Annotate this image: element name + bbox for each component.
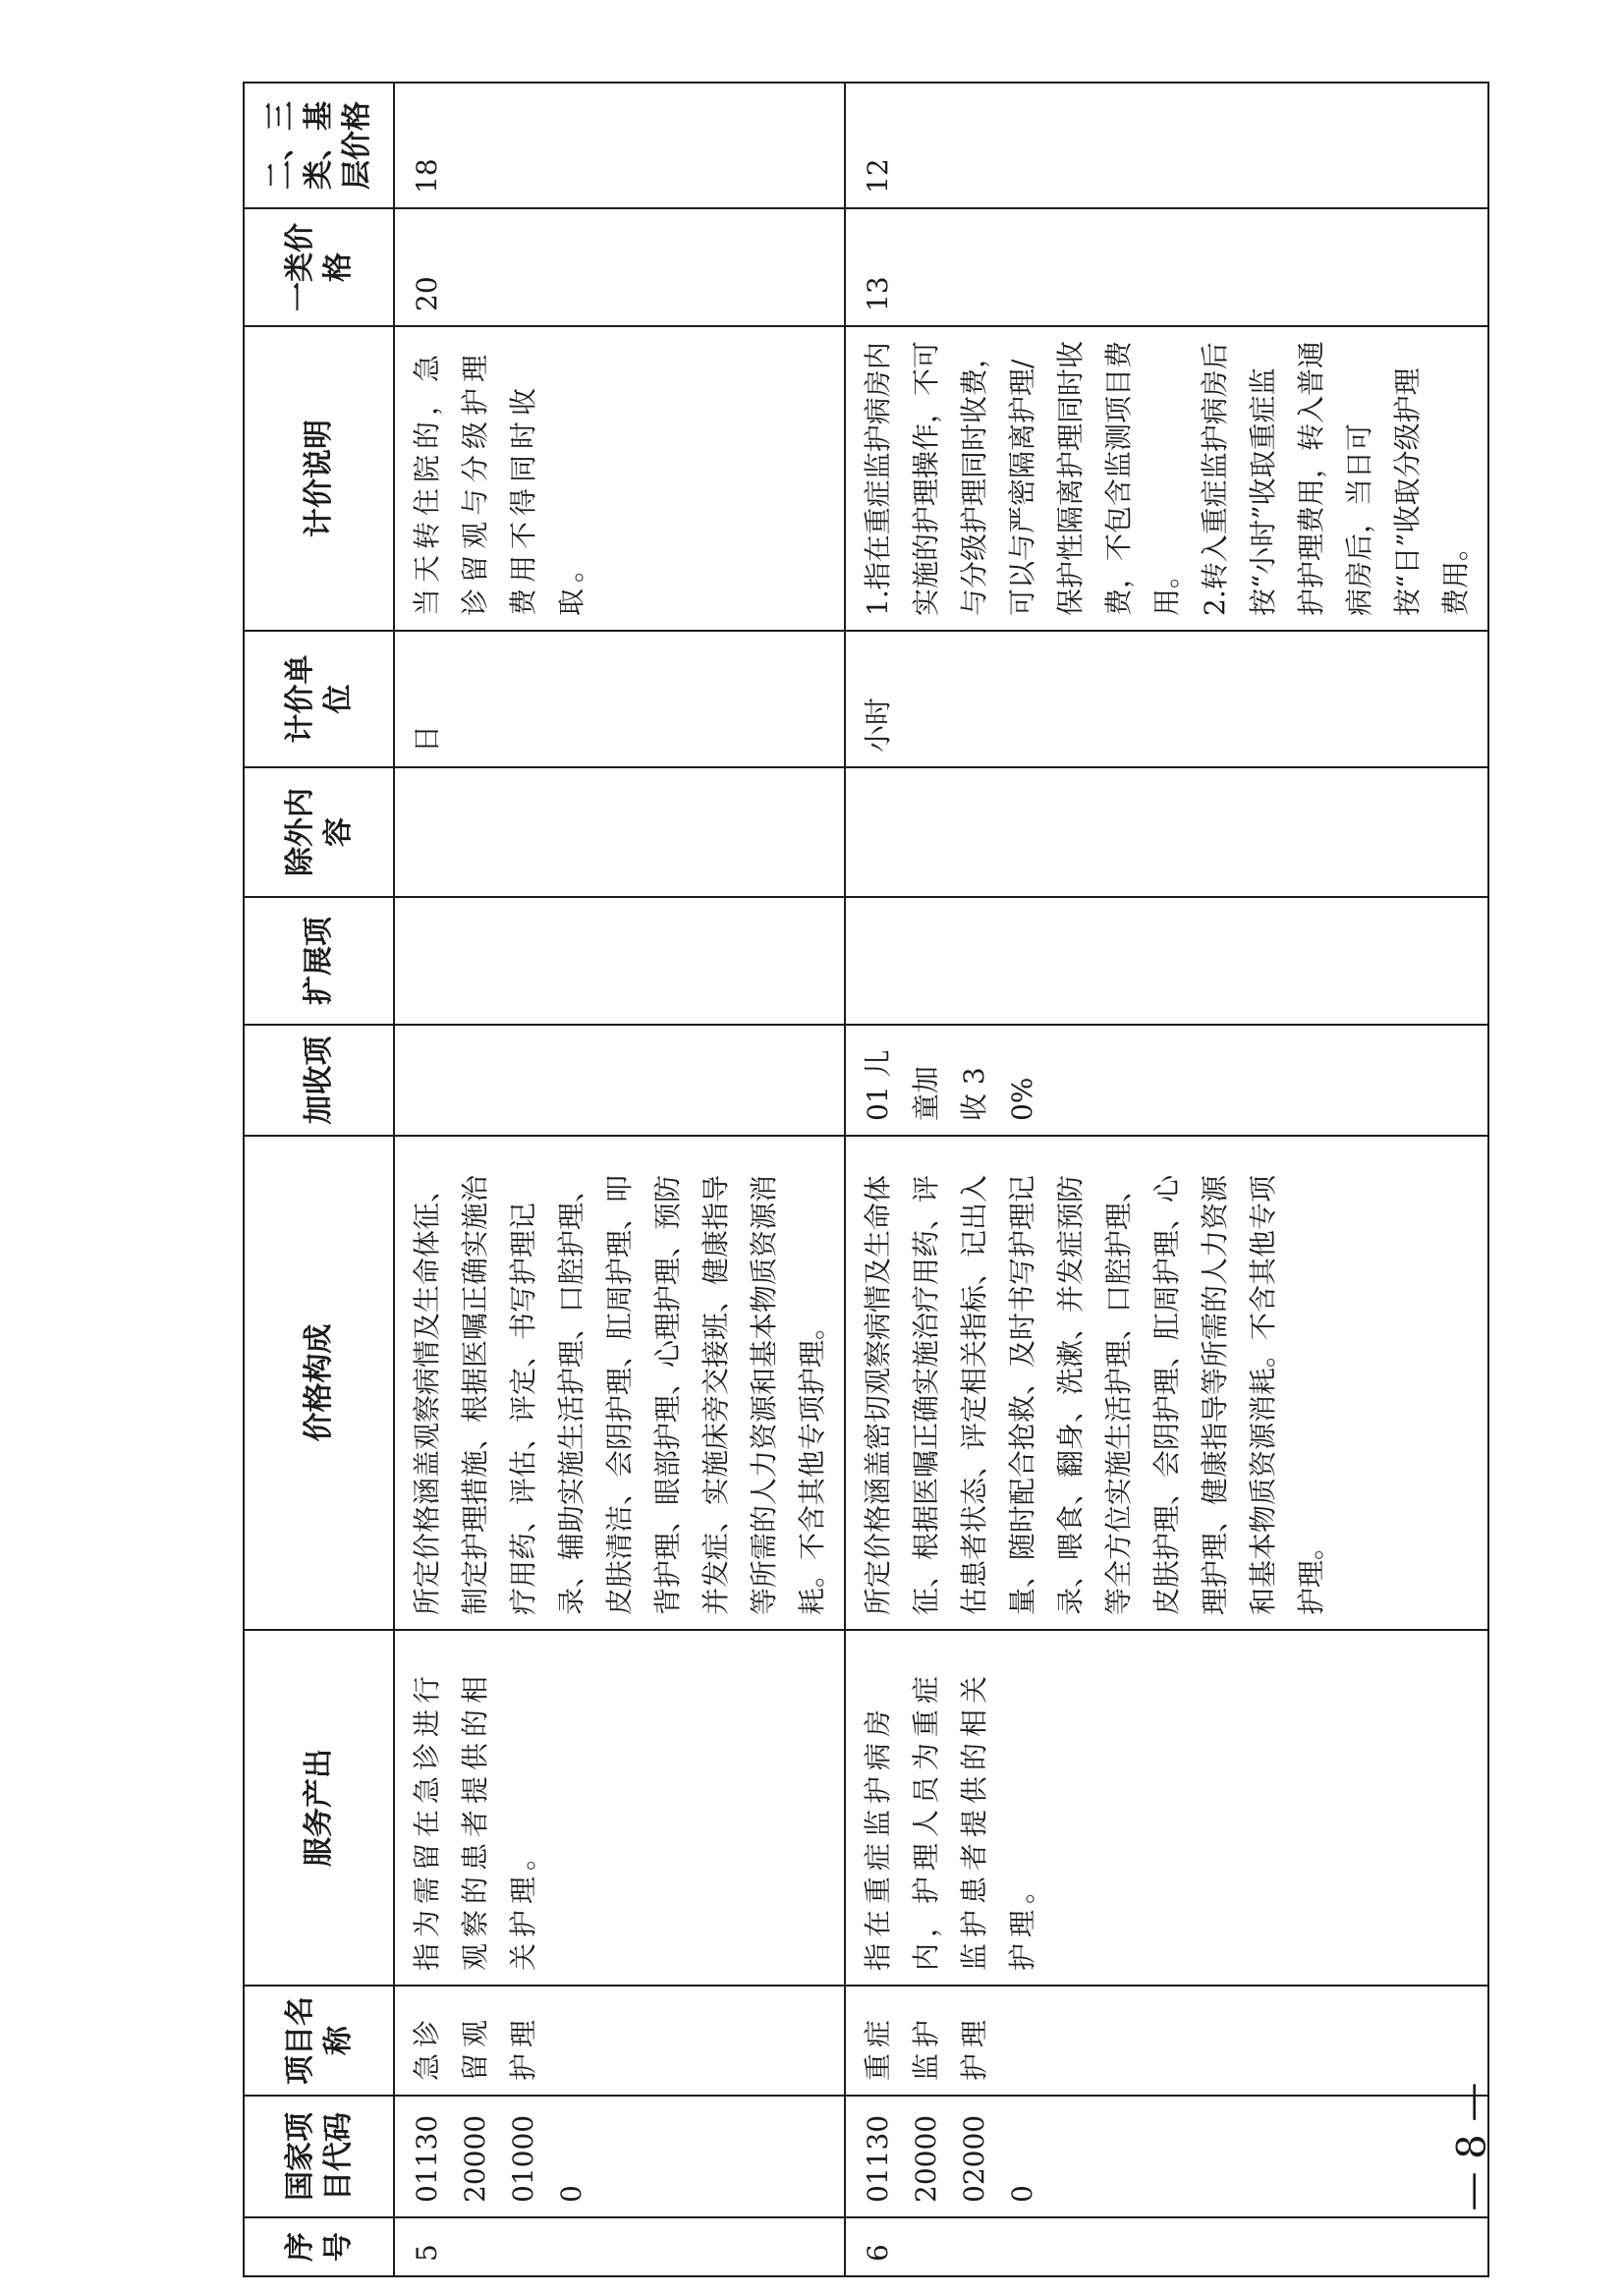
row-price-class23: 12 <box>845 83 1488 208</box>
fee-table-rotated <box>243 84 1472 2277</box>
header-surcharge: 加收项 <box>244 1025 394 1136</box>
header-code: 国家项目代码 <box>244 2096 394 2217</box>
row-name: 急诊留观护理 <box>394 1986 845 2096</box>
header-name: 项目名称 <box>244 1986 394 2096</box>
row-surcharge: 01 儿童加收 30% <box>845 1025 1488 1136</box>
row-code: 011302000001000 0 <box>394 2096 845 2217</box>
row-unit: 日 <box>394 631 845 767</box>
header-seq: 序号 <box>244 2217 394 2276</box>
explanation-line-2: 2.转入重症监护病房后按“小时”收取重症监护护理费用，转入普通病房后，当日可按“日”收取分级护理费用。 <box>1199 340 1472 616</box>
header-excluded: 除外内容 <box>244 767 394 897</box>
row-explanation: 当天转住院的，急诊留观与分级护理费用不得同时收取。 <box>394 326 845 631</box>
row-price-class1: 20 <box>394 208 845 326</box>
row-price-class1: 13 <box>845 208 1488 326</box>
header-extension: 扩展项 <box>244 897 394 1025</box>
row-extension <box>845 897 1488 1025</box>
row-excluded <box>394 767 845 897</box>
header-explanation: 计价说明 <box>244 326 394 631</box>
header-output: 服务产出 <box>244 1630 394 1986</box>
header-row <box>244 83 394 2276</box>
row-composition: 所定价格涵盖密切观察病情及生命体征、根据医嘱正确实施治疗用药、评估患者状态、评定相关指标、记出入量、随时配合抢救、及时书写护理记录、喂食、翻身、洗漱、并发症预防等全方位实施生活护理、口腔护理、皮肤护理、会阴护理、肛周护理、心理护理、健康指导等所需的人力资源和基本物质资源消耗。不含其他专项护理。 <box>845 1136 1488 1630</box>
row-composition: 所定价格涵盖观察病情及生命体征、制定护理措施、根据医嘱正确实施治疗用药、评估、评定、书写护理记录、辅助实施生活护理、口腔护理、皮肤清洁、会阴护理、肛周护理、叩背护理、眼部护理、心理护理、预防并发症、实施床旁交接班、健康指导等所需的人力资源和基本物质资源消耗。不含其他专项护理。 <box>394 1136 845 1630</box>
row-extension <box>394 897 845 1025</box>
page-number-text: — 8 — <box>1449 2082 1495 2211</box>
row-surcharge <box>394 1025 845 1136</box>
row-seq: 5 <box>394 2217 845 2276</box>
header-composition: 价格构成 <box>244 1136 394 1630</box>
row-price-class23: 18 <box>394 83 845 208</box>
fee-table <box>243 82 1489 2277</box>
row-excluded <box>845 767 1488 897</box>
row-unit: 小时 <box>845 631 1488 767</box>
row-seq: 6 <box>845 2217 1488 2276</box>
row-name: 重症监护护理 <box>845 1986 1488 2096</box>
explanation-line-1: 1.指在重症监护病房内实施的护理操作，不可与分级护理同时收费，可以与严密隔离护理/保护性隔离护理同时收费，不包含监测项目费用。 <box>862 340 1183 616</box>
page-number <box>1442 2058 1501 2235</box>
table-row <box>394 83 845 2276</box>
table-row <box>845 83 1488 2276</box>
header-price-class1: 一类价格 <box>244 208 394 326</box>
header-price-class23: 二、三类、基层价格 <box>244 83 394 208</box>
row-output: 指为需留在急诊进行观察的患者提供的相关护理。 <box>394 1630 845 1986</box>
row-code: 011302000002000 0 <box>845 2096 1488 2217</box>
row-explanation <box>845 326 1488 631</box>
row-output: 指在重症监护病房内，护理人员为重症监护患者提供的相关护理。 <box>845 1630 1488 1986</box>
header-unit: 计价单位 <box>244 631 394 767</box>
